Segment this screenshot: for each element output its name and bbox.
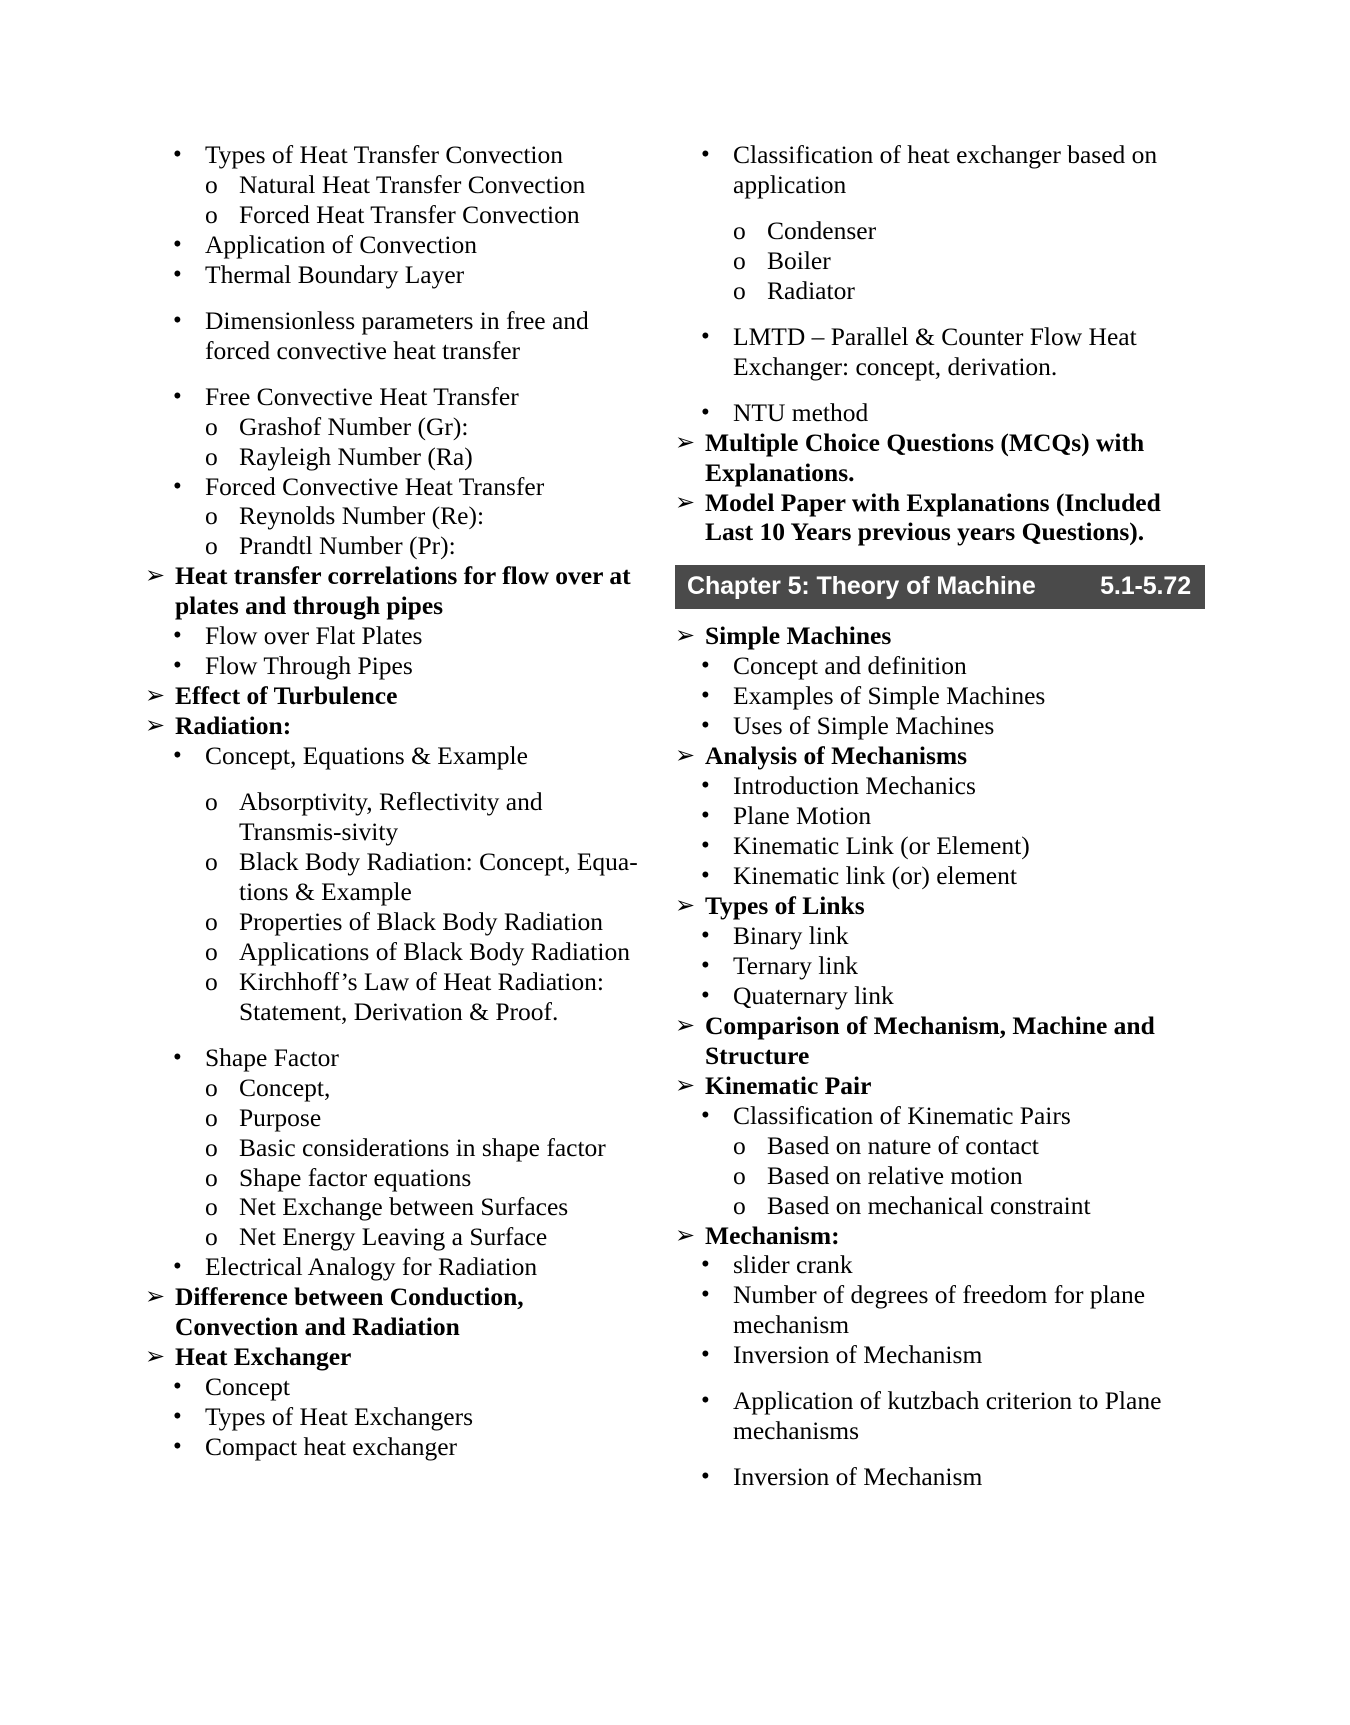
outline-left-item	[145, 1043, 645, 1073]
arrow-bullet-icon: ➢	[145, 561, 166, 590]
outline-right-top-item	[675, 428, 1205, 488]
arrow-bullet-icon: ➢	[675, 1070, 696, 1099]
outline-right-top-item-label: Multiple Choice Questions (MCQs) with Explanations.	[705, 427, 1145, 487]
outline-left-item	[145, 1402, 645, 1432]
arrow-bullet-icon: ➢	[145, 1282, 166, 1311]
outline-right-bottom-item-label: slider crank	[733, 1250, 853, 1280]
outline-left-item	[145, 442, 645, 472]
outline-left-item	[145, 1282, 645, 1342]
circle-bullet-icon: o	[205, 441, 218, 471]
dot-bullet-icon: •	[173, 141, 182, 168]
dot-bullet-icon: •	[701, 1387, 710, 1415]
outline-right-bottom-item	[675, 1191, 1205, 1221]
outline-left-item	[145, 651, 645, 681]
outline-right-bottom-item	[675, 951, 1205, 981]
right-column-top-section	[675, 140, 1205, 547]
outline-right-bottom-item	[675, 1221, 1205, 1251]
outline-left-item-label: Net Exchange between Surfaces	[239, 1192, 569, 1222]
dot-bullet-icon: •	[701, 652, 710, 680]
outline-left-item-label: Rayleigh Number (Ra)	[239, 441, 473, 471]
arrow-bullet-icon: ➢	[675, 427, 696, 456]
outline-right-bottom-item-label: Based on nature of contact	[767, 1130, 1039, 1160]
outline-left-item-label: Free Convective Heat Transfer	[205, 381, 519, 411]
outline-left-item	[145, 681, 645, 711]
dot-bullet-icon: •	[701, 951, 710, 979]
circle-bullet-icon: o	[205, 1102, 218, 1132]
dot-bullet-icon: •	[701, 1281, 710, 1309]
outline-right-bottom-item	[675, 1011, 1205, 1071]
outline-left-item-label: Forced Convective Heat Transfer	[205, 471, 545, 501]
outline-left-item	[145, 1252, 645, 1282]
outline-right-bottom-item	[675, 651, 1205, 681]
circle-bullet-icon: o	[733, 215, 746, 245]
outline-right-bottom-item	[675, 891, 1205, 921]
outline-right-top-item	[675, 216, 1205, 246]
outline-left-item-label: Kirchhoff’s Law of Heat Radiation: Statement, Derivation & Proof.	[239, 966, 604, 1026]
outline-left-item-label: Concept	[205, 1372, 290, 1402]
dot-bullet-icon: •	[701, 322, 710, 350]
outline-left-item-label: Flow Through Pipes	[205, 651, 413, 681]
circle-bullet-icon: o	[205, 936, 218, 966]
outline-left-item	[145, 472, 645, 502]
circle-bullet-icon: o	[733, 1130, 746, 1160]
chapter-title: Chapter 5: Theory of Machine	[687, 572, 1036, 601]
outline-left-item	[145, 1342, 645, 1372]
outline-right-bottom-item	[675, 831, 1205, 861]
outline-right-bottom-item	[675, 1340, 1205, 1370]
circle-bullet-icon: o	[205, 501, 218, 531]
outline-right-top-item	[675, 246, 1205, 276]
dot-bullet-icon: •	[173, 1433, 182, 1461]
outline-left-item-label: Compact heat exchanger	[205, 1432, 458, 1462]
dot-bullet-icon: •	[701, 1463, 710, 1491]
outline-right-bottom-item-label: Comparison of Mechanism, Machine and Structure	[705, 1010, 1155, 1070]
outline-left-item	[145, 1163, 645, 1193]
outline-left-item	[145, 1192, 645, 1222]
outline-right-top-item	[675, 140, 1205, 200]
circle-bullet-icon: o	[205, 1132, 218, 1162]
circle-bullet-icon: o	[205, 199, 218, 229]
outline-left-item-label: Properties of Black Body Radiation	[239, 906, 604, 936]
circle-bullet-icon: o	[733, 1160, 746, 1190]
circle-bullet-icon: o	[205, 169, 218, 199]
outline-right-top-item	[675, 322, 1205, 382]
outline-right-bottom-item	[675, 1250, 1205, 1280]
two-column-layout	[145, 140, 1205, 1492]
outline-left-item-label: Heat transfer correlations for flow over at plates and through pipes	[175, 561, 631, 621]
outline-left-item-label: Types of Heat Exchangers	[205, 1402, 473, 1432]
dot-bullet-icon: •	[701, 398, 710, 426]
outline-right-top-item-label: NTU method	[733, 397, 869, 427]
circle-bullet-icon: o	[733, 245, 746, 275]
outline-right-bottom-item-label: Application of kutzbach criterion to Plane mechanisms	[733, 1386, 1162, 1446]
dot-bullet-icon: •	[701, 802, 710, 830]
outline-right-bottom-item	[675, 981, 1205, 1011]
circle-bullet-icon: o	[205, 906, 218, 936]
dot-bullet-icon: •	[173, 1373, 182, 1401]
outline-left-item-label: Electrical Analogy for Radiation	[205, 1252, 538, 1282]
outline-left-item	[145, 200, 645, 230]
outline-left-item	[145, 907, 645, 937]
outline-right-top-item	[675, 398, 1205, 428]
outline-left-item	[145, 1133, 645, 1163]
outline-right-bottom-item	[675, 771, 1205, 801]
outline-right-bottom-item-label: Uses of Simple Machines	[733, 711, 995, 741]
dot-bullet-icon: •	[701, 141, 710, 168]
dot-bullet-icon: •	[701, 1101, 710, 1129]
outline-left-item-label: Types of Heat Transfer Convection	[205, 140, 563, 169]
dot-bullet-icon: •	[173, 742, 182, 770]
dot-bullet-icon: •	[173, 306, 182, 334]
outline-right-top-item-label: Condenser	[767, 215, 877, 245]
outline-left-item	[145, 847, 645, 907]
dot-bullet-icon: •	[173, 652, 182, 680]
outline-left-item-label: Absorptivity, Reflectivity and Transmis-sivity	[239, 787, 543, 847]
dot-bullet-icon: •	[173, 230, 182, 258]
chapter-page-range: 5.1-5.72	[1100, 572, 1191, 601]
dot-bullet-icon: •	[173, 1253, 182, 1281]
dot-bullet-icon: •	[173, 472, 182, 500]
outline-left-item-label: Heat Exchanger	[175, 1342, 352, 1372]
outline-right-top-item-label: Model Paper with Explanations (Included Last 10 Years previous years Questions).	[705, 487, 1161, 547]
outline-left-item-label: Concept, Equations & Example	[205, 741, 528, 771]
outline-left-item-label: Concept,	[239, 1072, 331, 1102]
outline-left-item	[145, 741, 645, 771]
outline-left-item	[145, 561, 645, 621]
outline-right-bottom-item	[675, 1131, 1205, 1161]
dot-bullet-icon: •	[701, 832, 710, 860]
outline-left-item-label: Purpose	[239, 1102, 322, 1132]
outline-right-bottom-item-label: Examples of Simple Machines	[733, 681, 1046, 711]
arrow-bullet-icon: ➢	[675, 1220, 696, 1249]
outline-left-item	[145, 1222, 645, 1252]
outline-right-bottom-item-label: Ternary link	[733, 950, 858, 980]
left-column	[145, 140, 645, 1462]
outline-left-item	[145, 306, 645, 366]
outline-right-bottom-item-label: Introduction Mechanics	[733, 771, 976, 801]
circle-bullet-icon: o	[205, 1192, 218, 1222]
outline-right-bottom-item-label: Types of Links	[705, 891, 865, 921]
outline-right-bottom-item-label: Mechanism:	[705, 1220, 840, 1250]
outline-right-bottom-item-label: Quaternary link	[733, 980, 894, 1010]
outline-left-item-label: Applications of Black Body Radiation	[239, 936, 630, 966]
dot-bullet-icon: •	[173, 260, 182, 288]
circle-bullet-icon: o	[205, 411, 218, 441]
outline-left-item	[145, 140, 645, 170]
dot-bullet-icon: •	[173, 382, 182, 410]
outline-right-bottom-item	[675, 1386, 1205, 1446]
circle-bullet-icon: o	[733, 275, 746, 305]
arrow-bullet-icon: ➢	[675, 621, 696, 650]
outline-right-top-item-label: LMTD – Parallel & Counter Flow Heat Exchanger: concept, derivation.	[733, 321, 1137, 381]
circle-bullet-icon: o	[205, 787, 218, 817]
outline-right-bottom-item	[675, 1161, 1205, 1191]
outline-right-bottom-item-label: Classification of Kinematic Pairs	[733, 1100, 1071, 1130]
outline-right-bottom-item	[675, 1101, 1205, 1131]
arrow-bullet-icon: ➢	[145, 681, 166, 710]
outline-left-item-label: Thermal Boundary Layer	[205, 259, 465, 289]
outline-right-bottom-item-label: Based on mechanical constraint	[767, 1190, 1091, 1220]
outline-left-item	[145, 230, 645, 260]
chapter-header-bar	[675, 565, 1205, 609]
outline-right-top-item-label: Radiator	[767, 275, 855, 305]
outline-right-top-item	[675, 488, 1205, 548]
outline-right-bottom-item	[675, 801, 1205, 831]
outline-right-bottom-item	[675, 681, 1205, 711]
arrow-bullet-icon: ➢	[675, 1010, 696, 1039]
outline-right-bottom-item-label: Simple Machines	[705, 621, 892, 651]
outline-left-item-label: Effect of Turbulence	[175, 681, 398, 711]
outline-right-bottom-item	[675, 1280, 1205, 1340]
outline-right-bottom-item-label: Inversion of Mechanism	[733, 1462, 983, 1492]
outline-left-item-label: Forced Heat Transfer Convection	[239, 199, 580, 229]
outline-right-bottom-item	[675, 741, 1205, 771]
dot-bullet-icon: •	[173, 1043, 182, 1071]
circle-bullet-icon: o	[205, 1222, 218, 1252]
outline-left-item	[145, 621, 645, 651]
circle-bullet-icon: o	[205, 966, 218, 996]
circle-bullet-icon: o	[205, 846, 218, 876]
outline-left-item-label: Radiation:	[175, 711, 292, 741]
outline-right-bottom-item-label: Number of degrees of freedom for plane mechanism	[733, 1280, 1146, 1340]
circle-bullet-icon: o	[205, 1072, 218, 1102]
dot-bullet-icon: •	[701, 862, 710, 890]
outline-right-bottom-item	[675, 1071, 1205, 1101]
outline-right-bottom-item-label: Kinematic Link (or Element)	[733, 831, 1030, 861]
outline-left-item	[145, 1372, 645, 1402]
arrow-bullet-icon: ➢	[675, 487, 696, 516]
outline-right-bottom-item-label: Concept and definition	[733, 651, 967, 681]
outline-left-item	[145, 260, 645, 290]
outline-left-item-label: Net Energy Leaving a Surface	[239, 1222, 548, 1252]
outline-left-item	[145, 787, 645, 847]
arrow-bullet-icon: ➢	[145, 1342, 166, 1371]
outline-left-item	[145, 1103, 645, 1133]
outline-left-item	[145, 531, 645, 561]
outline-right-bottom-item-label: Binary link	[733, 920, 849, 950]
outline-right-bottom-item-label: Kinematic Pair	[705, 1070, 872, 1100]
dot-bullet-icon: •	[701, 712, 710, 740]
right-column-bottom-section	[675, 621, 1205, 1492]
outline-right-bottom-item-label: Inversion of Mechanism	[733, 1340, 983, 1370]
outline-left-item-label: Flow over Flat Plates	[205, 621, 423, 651]
outline-left-item-label: Dimensionless parameters in free and forced convective heat transfer	[205, 305, 589, 365]
dot-bullet-icon: •	[701, 1341, 710, 1369]
circle-bullet-icon: o	[205, 1162, 218, 1192]
outline-left-item	[145, 967, 645, 1027]
outline-right-bottom-item	[675, 621, 1205, 651]
outline-left-item-label: Grashof Number (Gr):	[239, 411, 469, 441]
dot-bullet-icon: •	[701, 981, 710, 1009]
outline-left-item-label: Black Body Radiation: Concept, Equa-tions & Example	[239, 846, 638, 906]
dot-bullet-icon: •	[173, 1403, 182, 1431]
outline-right-bottom-item	[675, 711, 1205, 741]
arrow-bullet-icon: ➢	[675, 741, 696, 770]
outline-right-bottom-item	[675, 921, 1205, 951]
outline-right-bottom-item-label: Kinematic link (or) element	[733, 861, 1017, 891]
dot-bullet-icon: •	[701, 1251, 710, 1279]
outline-right-top-item-label: Boiler	[767, 245, 831, 275]
circle-bullet-icon: o	[205, 531, 218, 561]
outline-left-item-label: Shape Factor	[205, 1042, 339, 1072]
outline-left-item	[145, 711, 645, 741]
outline-left-item	[145, 1073, 645, 1103]
outline-right-top-item	[675, 276, 1205, 306]
circle-bullet-icon: o	[733, 1190, 746, 1220]
outline-left-item-label: Prandtl Number (Pr):	[239, 531, 456, 561]
outline-right-bottom-item-label: Analysis of Mechanisms	[705, 741, 968, 771]
outline-left-item-label: Shape factor equations	[239, 1162, 472, 1192]
arrow-bullet-icon: ➢	[145, 711, 166, 740]
dot-bullet-icon: •	[701, 682, 710, 710]
outline-right-bottom-item	[675, 1462, 1205, 1492]
outline-left-item-label: Basic considerations in shape factor	[239, 1132, 606, 1162]
outline-right-bottom-item	[675, 861, 1205, 891]
dot-bullet-icon: •	[173, 622, 182, 650]
outline-left-item	[145, 1432, 645, 1462]
outline-left-item	[145, 412, 645, 442]
outline-left-item-label: Difference between Conduction, Convection and Radiation	[175, 1282, 524, 1342]
outline-left-item	[145, 501, 645, 531]
dot-bullet-icon: •	[701, 921, 710, 949]
arrow-bullet-icon: ➢	[675, 891, 696, 920]
outline-left-item-label: Natural Heat Transfer Convection	[239, 169, 586, 199]
outline-right-bottom-item-label: Plane Motion	[733, 801, 872, 831]
outline-left-item	[145, 382, 645, 412]
outline-left-item-label: Reynolds Number (Re):	[239, 501, 485, 531]
outline-right-bottom-item-label: Based on relative motion	[767, 1160, 1023, 1190]
outline-left-item	[145, 170, 645, 200]
outline-left-item-label: Application of Convection	[205, 229, 477, 259]
outline-right-top-item-label: Classification of heat exchanger based on application	[733, 140, 1158, 199]
dot-bullet-icon: •	[701, 772, 710, 800]
right-column	[675, 140, 1205, 1492]
outline-left-item	[145, 937, 645, 967]
